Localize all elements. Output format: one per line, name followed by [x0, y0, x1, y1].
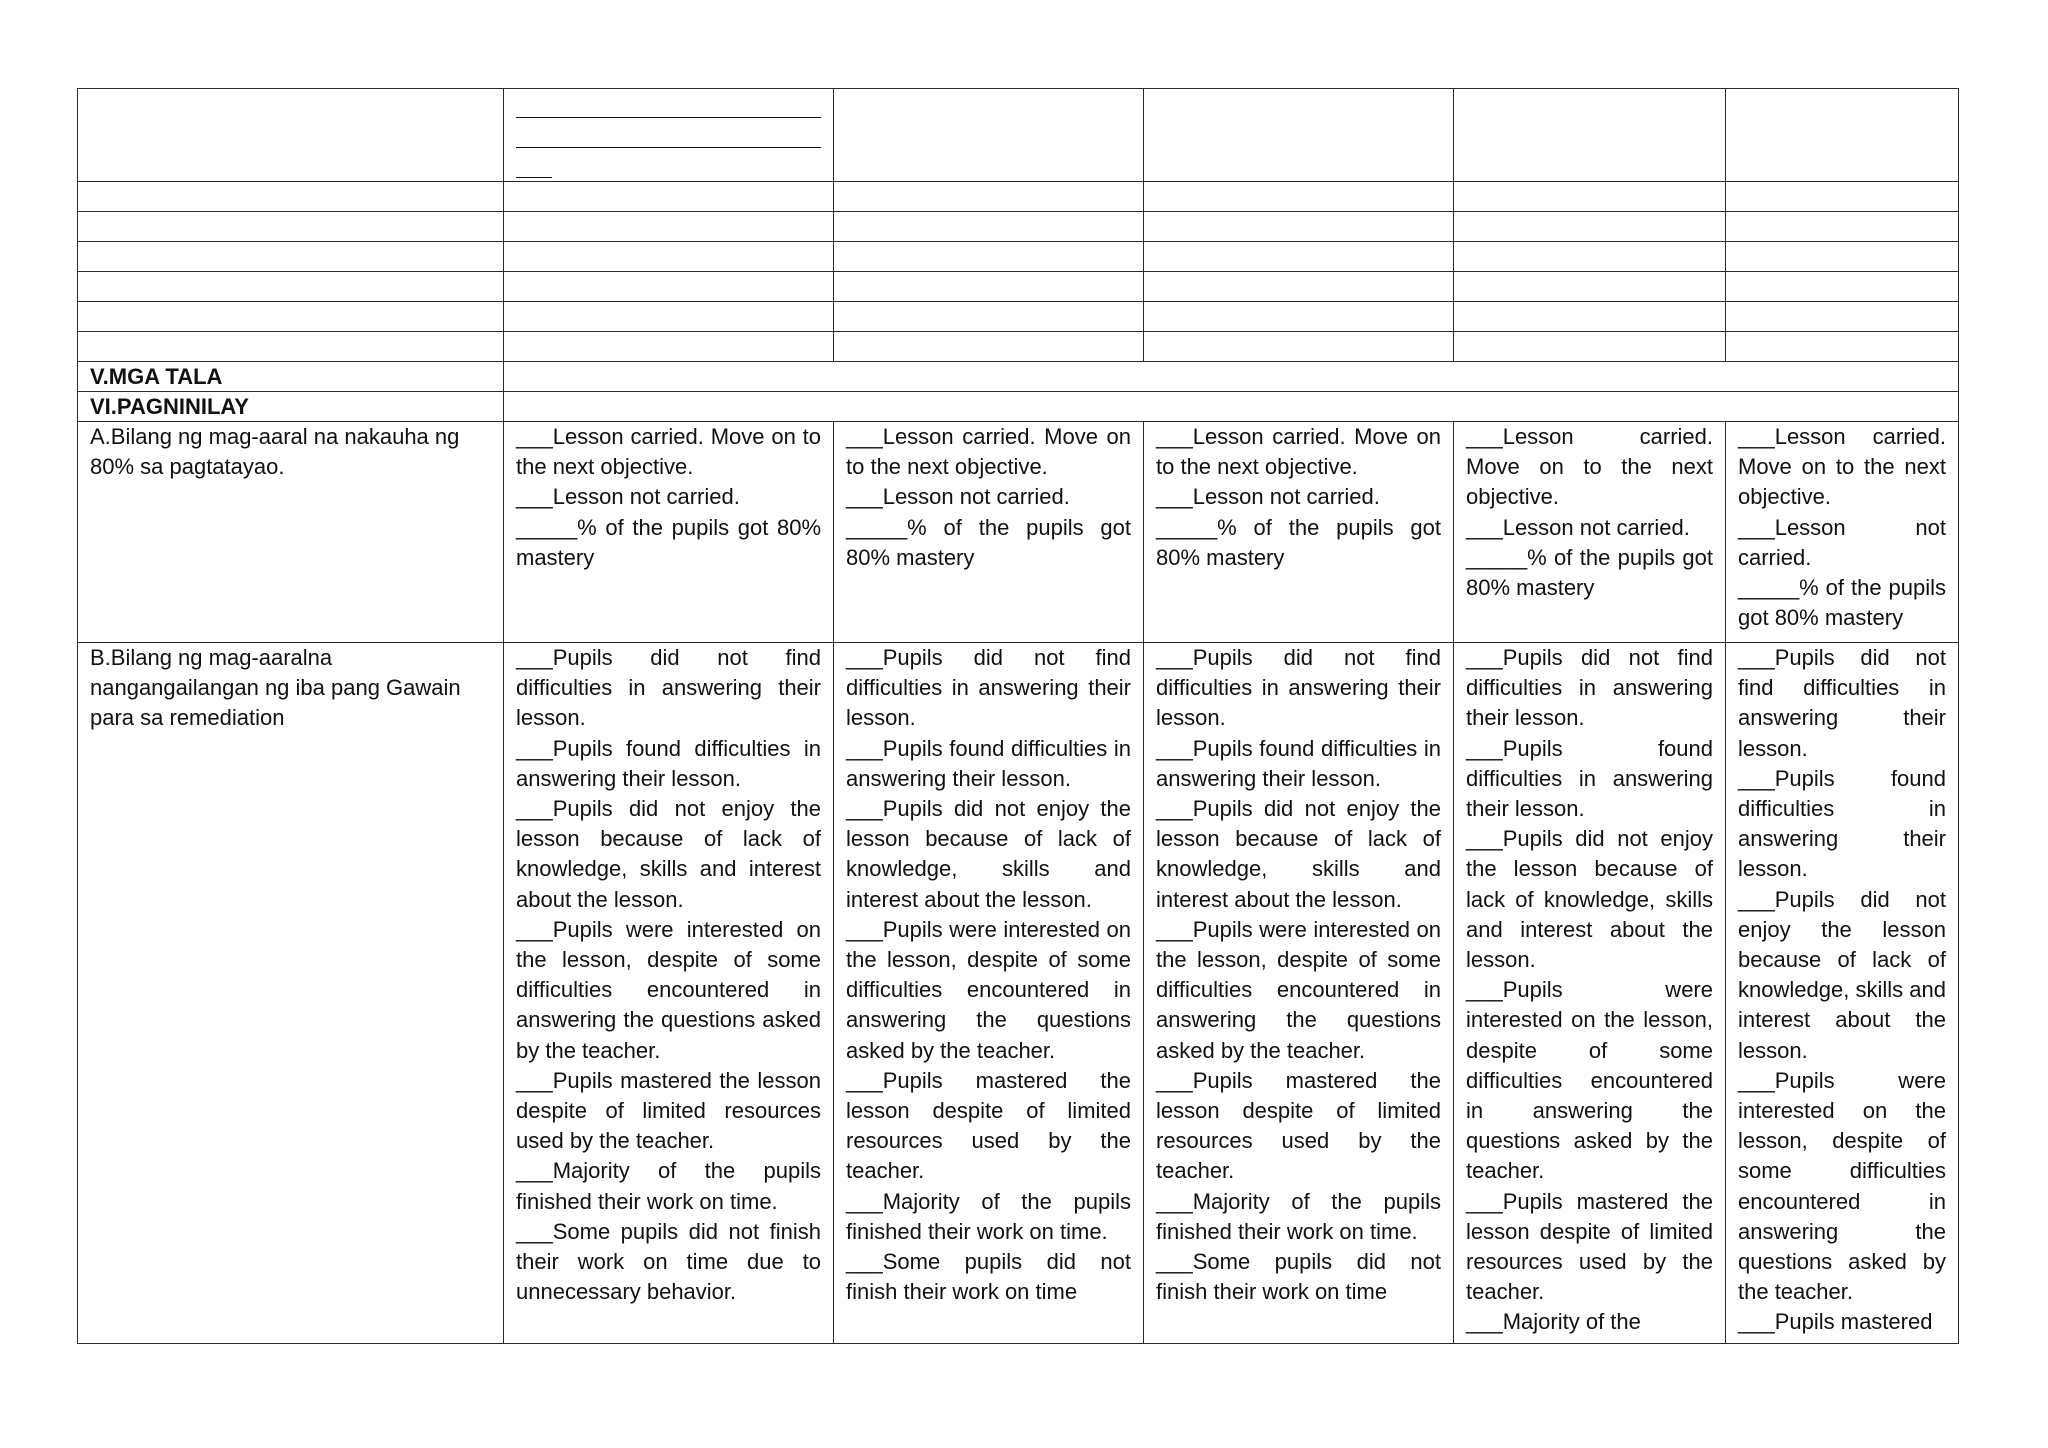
checklist-item: ___Majority of the pupils finished their work on time. — [1156, 1188, 1441, 1244]
remediation-cell — [504, 643, 834, 1344]
table-cell — [1144, 89, 1454, 182]
checklist-item: ___Pupils did not find difficulties in answering their lesson. — [1156, 645, 1441, 731]
checklist-item: ___Pupils were interested on the lesson, despite of some difficulties encountered in answering the questions asked by the teacher. — [1156, 916, 1441, 1063]
blank-line — [516, 151, 552, 178]
checklist-item: ___Pupils found difficulties in answering their lesson. — [846, 735, 1131, 791]
table-row — [78, 182, 1959, 212]
table-row — [78, 242, 1959, 272]
checklist-item: ___Pupils were interested on the lesson, despite of some difficulties encountered in answering the questions asked by the teacher. — [1738, 1067, 1946, 1305]
mastery-cell — [834, 422, 1144, 643]
remediation-cell — [834, 643, 1144, 1344]
mastery-cell — [1726, 422, 1959, 643]
table-row — [78, 89, 1959, 182]
table-row — [78, 272, 1959, 302]
reflection-section-row — [78, 392, 1959, 422]
checklist-item: ___Pupils did not find difficulties in answering their lesson. — [516, 645, 821, 731]
checklist-item: ___Some pupils did not finish their work on time due to unnecessary behavior. — [516, 1218, 821, 1305]
checklist-item: _____% of the pupils got 80% mastery — [1156, 514, 1441, 570]
checklist-item: ___Lesson not carried. — [1738, 514, 1946, 570]
mastery-cell — [1454, 422, 1726, 643]
lesson-plan-table — [77, 88, 1959, 1344]
checklist-item: ___Pupils were interested on the lesson, despite of some difficulties encountered in answering the questions asked by the teacher. — [516, 916, 821, 1063]
checklist-item: _____% of the pupils got 80% mastery — [516, 514, 821, 570]
checklist-item: ___Pupils mastered the lesson despite of limited resources used by the teacher. — [1156, 1067, 1441, 1184]
section-heading-notes: V.MGA TALA — [78, 362, 504, 392]
checklist-item: ___Pupils did not enjoy the lesson because of lack of knowledge, skills and interest about the lesson. — [1156, 796, 1441, 912]
checklist-item: ___Pupils found difficulties in answering their lesson. — [1738, 765, 1946, 882]
checklist-item: ___Pupils mastered — [1738, 1309, 1933, 1335]
checklist-item: ___Lesson not carried. — [516, 484, 740, 510]
checklist-item: ___Pupils mastered the lesson despite of limited resources used by the teacher. — [1466, 1188, 1713, 1305]
checklist-item: ___Pupils were interested on the lesson, despite of some difficulties encountered in answering the questions asked by the teacher. — [1466, 977, 1713, 1184]
row-label-b: B.Bilang ng mag-aaralna nangangailangan ng iba pang Gawain para sa remediation — [78, 643, 504, 1344]
checklist-item: ___Majority of the pupils finished their work on time. — [516, 1158, 821, 1214]
checklist-item: ___Pupils did not enjoy the lesson because of lack of knowledge, skills and interest about the lesson. — [1738, 886, 1946, 1063]
checklist-item: ___Pupils did not find difficulties in answering their lesson. — [846, 645, 1131, 731]
checklist-item: ___Some pupils did not finish their work on time — [846, 1249, 1131, 1305]
checklist-item: ___Pupils found difficulties in answering their lesson. — [1466, 735, 1713, 822]
checklist-item: ___Pupils did not enjoy the lesson because of lack of knowledge, skills and interest about the lesson. — [846, 796, 1131, 912]
checklist-item: ___Pupils did not enjoy the lesson because of lack of knowledge, skills and interest about the lesson. — [1466, 826, 1713, 973]
checklist-item: ___Some pupils did not finish their work on time — [1156, 1249, 1441, 1305]
checklist-item: ___Lesson not carried. — [846, 484, 1070, 510]
checklist-item: ___Lesson not carried. — [1466, 514, 1690, 540]
mastery-cell — [504, 422, 834, 643]
checklist-item: ___Lesson carried. Move on to the next objective. — [516, 424, 821, 480]
blank-line — [516, 91, 821, 118]
table-row — [78, 212, 1959, 242]
checklist-item: ___Lesson not carried. — [1156, 484, 1380, 510]
checklist-item: ___Pupils did not enjoy the lesson because of lack of knowledge, skills and interest about the lesson. — [516, 796, 821, 912]
checklist-item: ___Pupils mastered the lesson despite of limited resources used by the teacher. — [846, 1067, 1131, 1184]
checklist-item: ___Lesson carried. Move on to the next objective. — [1156, 424, 1441, 480]
checklist-item: ___Lesson carried. Move on to the next objective. — [1738, 424, 1946, 510]
notes-cell — [504, 362, 1959, 392]
checklist-item: ___Lesson carried. Move on to the next objective. — [846, 424, 1131, 480]
checklist-item: ___Pupils did not find difficulties in answering their lesson. — [1738, 645, 1946, 761]
table-cell — [1454, 89, 1726, 182]
checklist-item: _____% of the pupils got 80% mastery — [1466, 544, 1713, 601]
checklist-item: _____% of the pupils got 80% mastery — [1738, 575, 1946, 631]
notes-section-row — [78, 362, 1959, 392]
table-row — [78, 332, 1959, 362]
row-label-a: A.Bilang ng mag-aaral na nakauha ng 80% sa pagtatayao. — [78, 422, 504, 643]
mastery-cell — [1144, 422, 1454, 643]
checklist-item: ___Lesson carried. Move on to the next objective. — [1466, 424, 1713, 510]
table-cell — [834, 89, 1144, 182]
fill-in-lines-cell — [504, 89, 834, 182]
table-row — [78, 422, 1959, 643]
blank-line — [516, 121, 821, 148]
remediation-cell — [1454, 643, 1726, 1344]
table-cell — [1726, 89, 1959, 182]
checklist-item: ___Pupils did not find difficulties in answering their lesson. — [1466, 645, 1713, 731]
checklist-item: ___Pupils mastered the lesson despite of limited resources used by the teacher. — [516, 1067, 821, 1154]
section-heading-reflection: VI.PAGNINILAY — [78, 392, 504, 422]
table-row — [78, 643, 1959, 1344]
checklist-item: ___Pupils found difficulties in answering their lesson. — [516, 735, 821, 791]
checklist-item: ___Pupils were interested on the lesson, despite of some difficulties encountered in answering the questions asked by the teacher. — [846, 916, 1131, 1063]
checklist-item: ___Majority of the — [1466, 1309, 1641, 1335]
remediation-cell — [1144, 643, 1454, 1344]
table-row — [78, 302, 1959, 332]
checklist-item: ___Majority of the pupils finished their work on time. — [846, 1188, 1131, 1244]
checklist-item: _____% of the pupils got 80% mastery — [846, 514, 1131, 570]
reflection-cell — [504, 392, 1959, 422]
table-cell — [78, 89, 504, 182]
checklist-item: ___Pupils found difficulties in answering their lesson. — [1156, 735, 1441, 791]
remediation-cell — [1726, 643, 1959, 1344]
